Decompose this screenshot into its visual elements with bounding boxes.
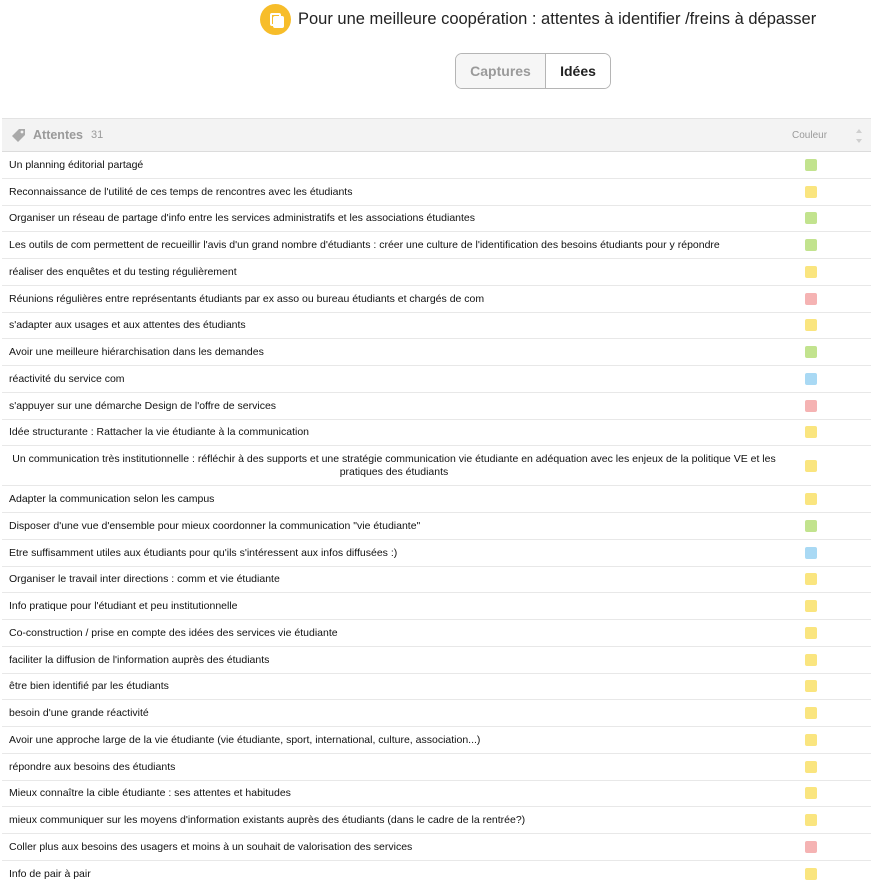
table-row[interactable] [2, 152, 871, 179]
color-swatch[interactable] [805, 212, 817, 224]
page-title: Pour une meilleure coopération : attentes à identifier /freins à dépasser [298, 9, 817, 28]
table-row[interactable] [2, 313, 871, 340]
table-row[interactable] [2, 647, 871, 674]
color-swatch[interactable] [805, 841, 817, 853]
color-swatch[interactable] [805, 627, 817, 639]
idea-text: s'appuyer sur une démarche Design de l'offre de services [9, 399, 277, 412]
table-row[interactable] [2, 620, 871, 647]
table-row[interactable] [2, 861, 871, 885]
table-row[interactable] [2, 393, 871, 420]
color-swatch[interactable] [805, 761, 817, 773]
group-label: Attentes [33, 128, 84, 142]
idea-text: Réunions régulières entre représentants étudiants par ex asso ou bureau étudiants et chargés de com [9, 292, 485, 305]
table-row[interactable] [2, 727, 871, 754]
table-row[interactable] [2, 232, 871, 259]
idea-text: Les outils de com permettent de recueillir l'avis d'un grand nombre d'étudiants : créer une culture de l'identification des besoins étudiants pour y répondre [9, 239, 720, 252]
idea-text: répondre aux besoins des étudiants [9, 760, 176, 773]
color-swatch[interactable] [805, 680, 817, 692]
idea-text: Organiser le travail inter directions : comm et vie étudiante [9, 573, 280, 586]
color-swatch[interactable] [805, 734, 817, 746]
table-row[interactable] [2, 700, 871, 727]
idea-text: Co-construction / prise en compte des idées des services vie étudiante [9, 626, 338, 639]
color-swatch[interactable] [805, 266, 817, 278]
color-swatch[interactable] [805, 547, 817, 559]
color-swatch[interactable] [805, 520, 817, 532]
idea-text: Un communication très institutionnelle : réfléchir à des supports et une stratégie communication vie étudiante en adéquation avec les enjeux de la politique VE et les pratiques des étudiants [12, 452, 776, 478]
color-swatch[interactable] [805, 159, 817, 171]
table-row[interactable] [2, 593, 871, 620]
color-swatch[interactable] [805, 460, 817, 472]
copy-icon [260, 4, 291, 35]
color-swatch[interactable] [805, 400, 817, 412]
idea-text: Etre suffisamment utiles aux étudiants pour qu'ils s'intéressent aux infos diffusées :) [9, 546, 398, 559]
idea-text: Avoir une meilleure hiérarchisation dans les demandes [9, 346, 264, 359]
color-swatch[interactable] [805, 346, 817, 358]
idea-text: Info de pair à pair [9, 867, 91, 880]
idea-text: s'adapter aux usages et aux attentes des étudiants [9, 319, 246, 332]
table-body [2, 152, 871, 885]
view-toggle [455, 53, 611, 89]
color-swatch[interactable] [805, 600, 817, 612]
table-row[interactable] [2, 179, 871, 206]
color-swatch[interactable] [805, 293, 817, 305]
color-swatch[interactable] [805, 573, 817, 585]
color-swatch[interactable] [805, 319, 817, 331]
ideas-table [2, 118, 871, 885]
idea-text: Info pratique pour l'étudiant et peu institutionnelle [9, 600, 238, 613]
table-row[interactable] [2, 674, 871, 701]
table-row[interactable] [2, 366, 871, 393]
idea-text: Adapter la communication selon les campus [9, 493, 215, 506]
table-row[interactable] [2, 567, 871, 594]
idea-text: faciliter la diffusion de l'information auprès des étudiants [9, 653, 270, 666]
color-swatch[interactable] [805, 239, 817, 251]
idea-text: Avoir une approche large de la vie étudiante (vie étudiante, sport, international, culture, association...) [9, 733, 481, 746]
idea-text: Reconnaissance de l'utilité de ces temps de rencontres avec les étudiants [9, 185, 353, 198]
color-swatch[interactable] [805, 654, 817, 666]
color-swatch[interactable] [805, 493, 817, 505]
color-column-header[interactable]: Couleur [792, 129, 828, 141]
color-swatch[interactable] [805, 426, 817, 438]
color-swatch[interactable] [805, 373, 817, 385]
table-row[interactable] [2, 446, 871, 486]
idea-text: réaliser des enquêtes et du testing régulièrement [9, 265, 237, 278]
idea-text: Mieux connaître la cible étudiante : ses attentes et habitudes [9, 787, 291, 800]
sort-icon[interactable] [855, 127, 863, 145]
table-row[interactable] [2, 259, 871, 286]
group-header[interactable] [2, 118, 871, 152]
idea-text: mieux communiquer sur les moyens d'information existants auprès des étudiants (dans le cadre de la rentrée?) [9, 814, 526, 827]
idea-text: Idée structurante : Rattacher la vie étudiante à la communication [9, 426, 309, 439]
table-row[interactable] [2, 206, 871, 233]
idea-text: être bien identifié par les étudiants [9, 680, 169, 693]
table-row[interactable] [2, 540, 871, 567]
idea-text: Coller plus aux besoins des usagers et moins à un souhait de valorisation des services [9, 840, 413, 853]
color-swatch[interactable] [805, 186, 817, 198]
tab-idees[interactable]: Idées [546, 54, 610, 88]
table-row[interactable] [2, 513, 871, 540]
tag-icon [10, 127, 27, 144]
table-row[interactable] [2, 339, 871, 366]
table-row[interactable] [2, 486, 871, 513]
idea-text: Un planning éditorial partagé [9, 158, 144, 171]
table-row[interactable] [2, 286, 871, 313]
page-header [260, 4, 816, 34]
table-row[interactable] [2, 754, 871, 781]
color-swatch[interactable] [805, 868, 817, 880]
tab-captures[interactable]: Captures [456, 54, 546, 88]
group-count: 31 [91, 129, 104, 141]
table-row[interactable] [2, 834, 871, 861]
idea-text: réactivité du service com [9, 372, 125, 385]
idea-text: Disposer d'une vue d'ensemble pour mieux coordonner la communication "vie étudiante" [9, 519, 421, 532]
color-swatch[interactable] [805, 707, 817, 719]
table-row[interactable] [2, 807, 871, 834]
idea-text: Organiser un réseau de partage d'info entre les services administratifs et les associations étudiantes [9, 212, 476, 225]
color-swatch[interactable] [805, 814, 817, 826]
table-row[interactable] [2, 781, 871, 808]
idea-text: besoin d'une grande réactivité [9, 707, 149, 720]
color-swatch[interactable] [805, 787, 817, 799]
table-row[interactable] [2, 420, 871, 447]
